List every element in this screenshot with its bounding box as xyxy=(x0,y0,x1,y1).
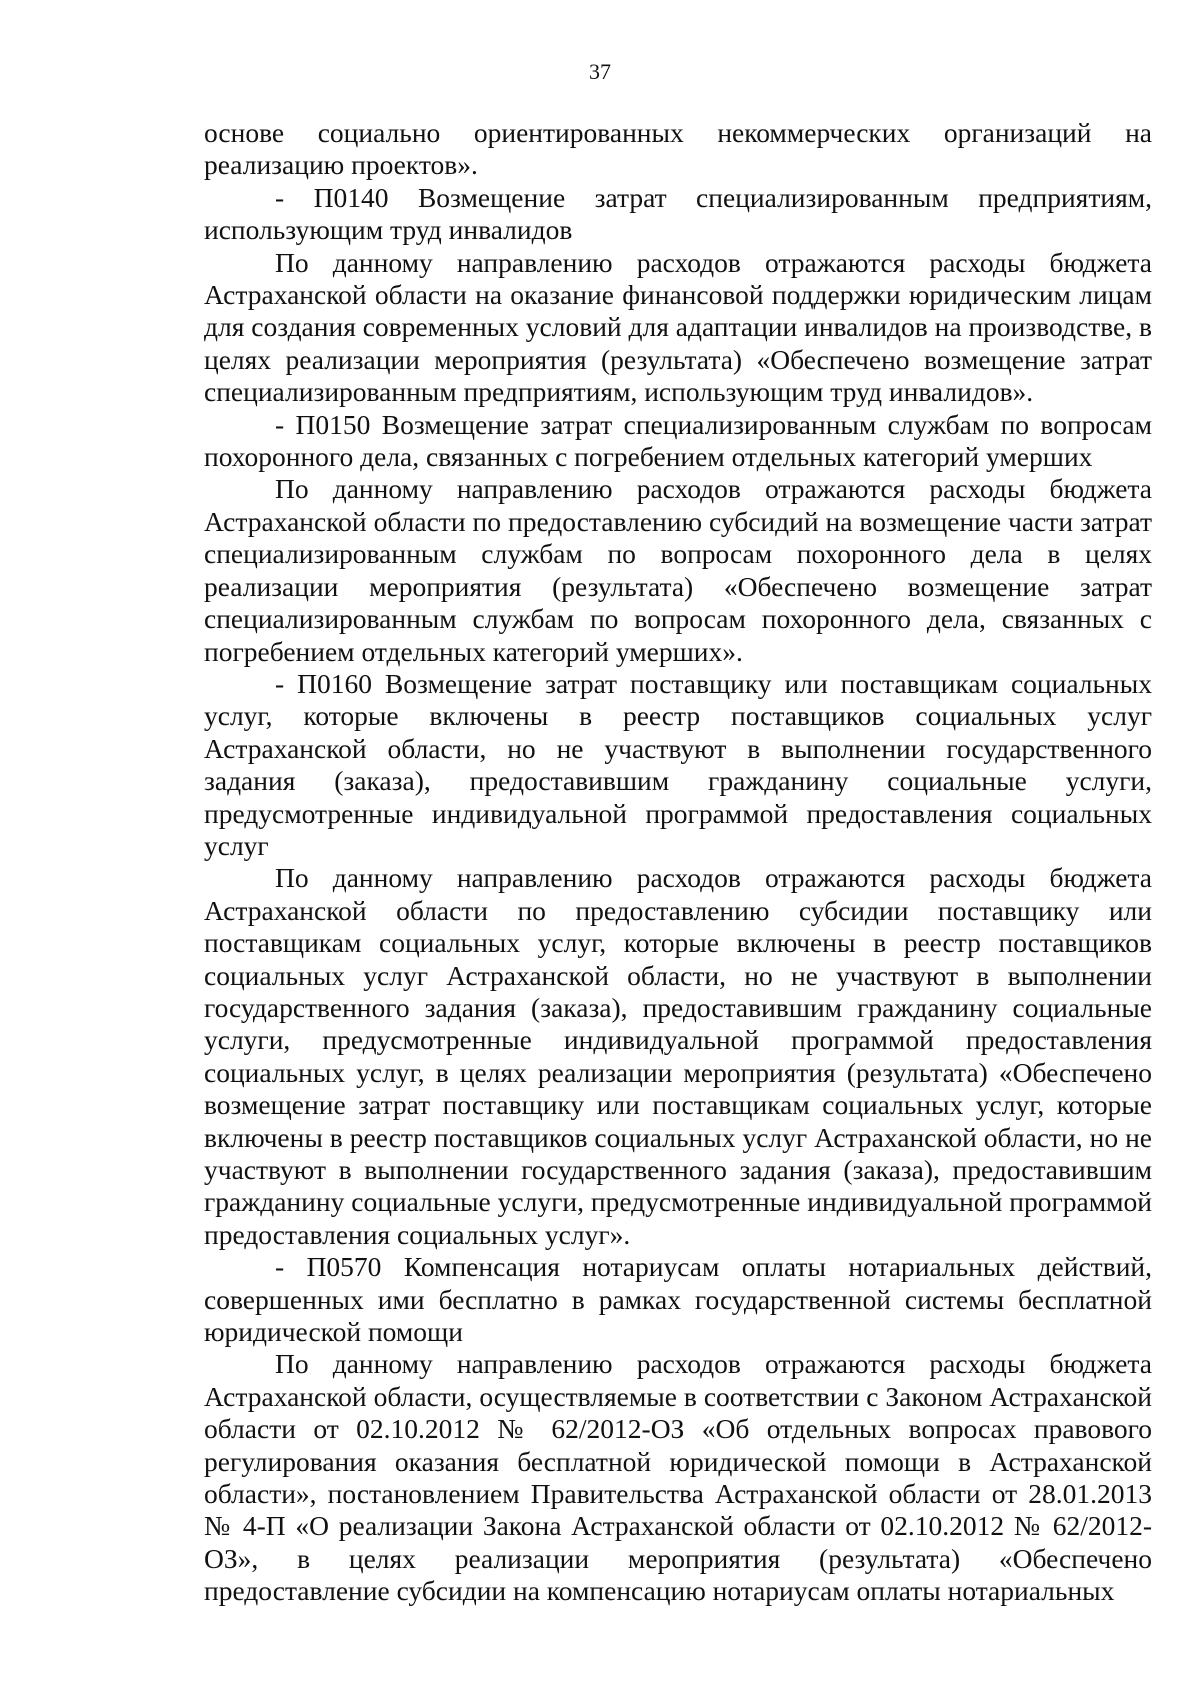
item-heading-p0160: - П0160 Возмещение затрат поставщику или поставщикам социальных услуг, которые включены в реестр поставщиков социальных услуг Астраханской области, но не участвуют в выполнении государственного задания (заказа), предоставившим гражданину социальные услуги, предусмотренные индивидуальной программой предоставления социальных услуг xyxy=(204,667,1152,861)
paragraph-p0570: По данному направлению расходов отражаются расходы бюджета Астраханской области, осуществляемые в соответствии с Законом Астраханской области от 02.10.2012 № 62/2012-ОЗ «Об отдельных вопросах правового регулирования оказания бесплатной юридической помощи в Астраханской области», постановлением Правительства Астраханской области от 28.01.2013 № 4-П «О реализации Закона Астраханской области от 02.10.2012 № 62/2012-ОЗ», в целях реализации мероприятия (результата) «Обеспечено предоставление субсидии на компенсацию нотариусам оплаты нотариальных xyxy=(204,1348,1152,1607)
page-number: 37 xyxy=(589,59,611,84)
paragraph-p0140: По данному направлению расходов отражаются расходы бюджета Астраханской области на оказание финансовой поддержки юридическим лицам для создания современных условий для адаптации инвалидов на производстве, в целях реализации мероприятия (результата) «Обеспечено возмещение затрат специализированным предприятиям, использующим труд инвалидов». xyxy=(204,246,1152,408)
paragraph-continuation: основе социально ориентированных некоммерческих организаций на реализацию проектов». xyxy=(204,117,1152,181)
item-heading-p0150: - П0150 Возмещение затрат специализированным службам по вопросам похоронного дела, связанных с погребением отдельных категорий умерших xyxy=(204,408,1152,473)
paragraph-p0150: По данному направлению расходов отражаются расходы бюджета Астраханской области по предоставлению субсидий на возмещение части затрат специализированным службам по вопросам похоронного дела в целях реализации мероприятия (результата) «Обеспечено возмещение затрат специализированным службам по вопросам похоронного дела, связанных с погребением отдельных категорий умерших». xyxy=(204,473,1152,667)
document-body xyxy=(204,117,1152,1608)
item-heading-p0570: - П0570 Компенсация нотариусам оплаты нотариальных действий, совершенных ими бесплатно в рамках государственной системы бесплатной юридической помощи xyxy=(204,1251,1152,1348)
paragraph-p0160: По данному направлению расходов отражаются расходы бюджета Астраханской области по предоставлению субсидии поставщику или поставщикам социальных услуг, которые включены в реестр поставщиков социальных услуг Астраханской области, но не участвуют в выполнении государственного задания (заказа), предоставившим гражданину социальные услуги, предусмотренные индивидуальной программой предоставления социальных услуг, в целях реализации мероприятия (результата) «Обеспечено возмещение затрат поставщику или поставщикам социальных услуг, которые включены в реестр поставщиков социальных услуг Астраханской области, но не участвуют в выполнении государственного задания (заказа), предоставившим гражданину социальные услуги, предусмотренные индивидуальной программой предоставления социальных услуг». xyxy=(204,862,1152,1250)
item-heading-p0140: - П0140 Возмещение затрат специализированным предприятиям, использующим труд инвалидов xyxy=(204,181,1152,246)
